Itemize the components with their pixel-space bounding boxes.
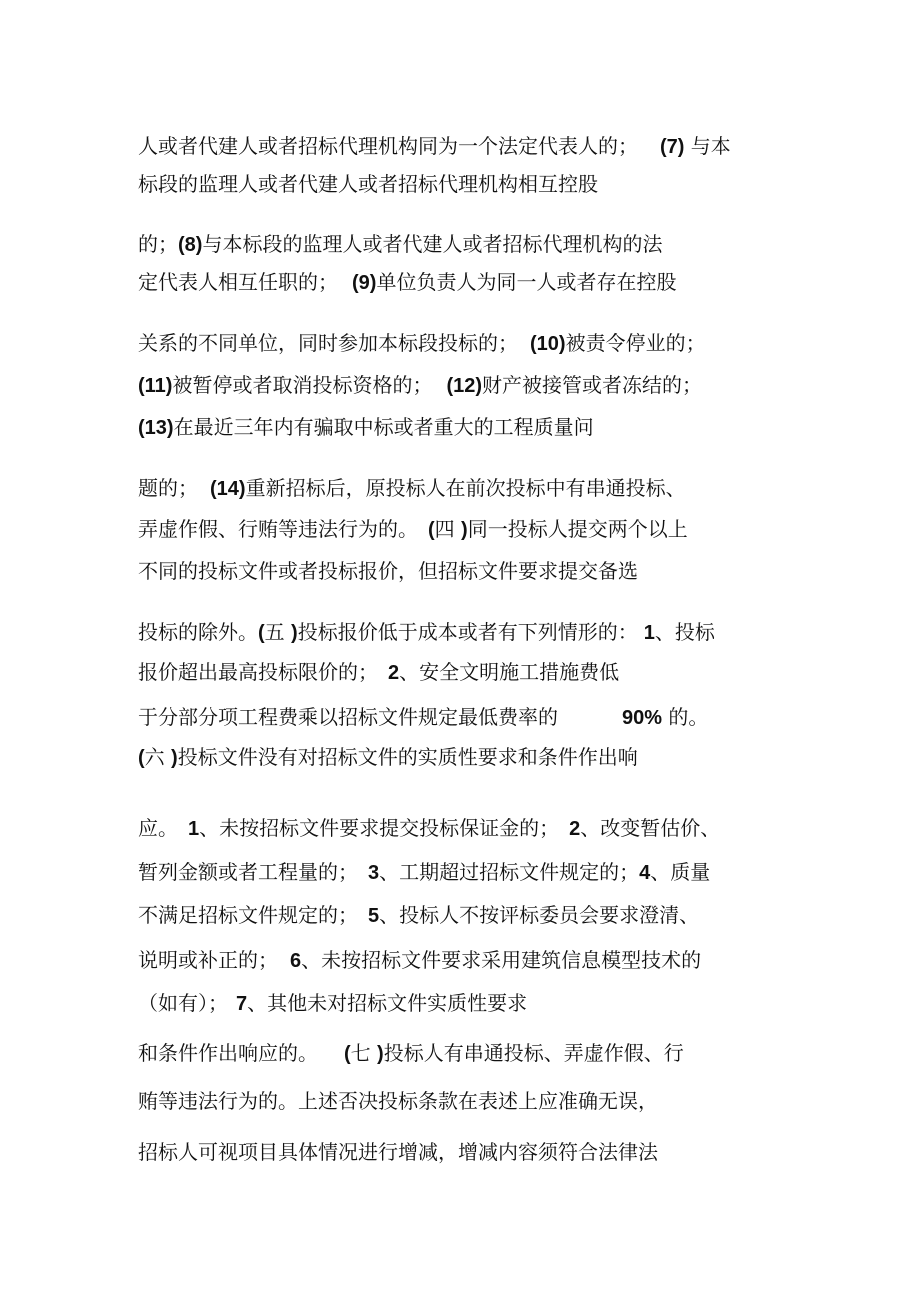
item-number: 6 [290,950,302,972]
text-run: 、未按招标文件要求提交投标保证金的； [199,816,560,840]
text-run: 、安全文明施工措施费低 [399,660,620,684]
text-run: 投标报价低于成本或者有下列情形的： [297,620,638,644]
text-run: 定代表人相互任职的； [138,270,338,294]
item-number: 2 [569,818,581,840]
item-number: 7 [236,993,248,1015]
text-run: 、工期超过招标文件规定的； [379,860,640,884]
paren-close: ) [171,747,178,769]
text-run: （如有）； [138,991,228,1015]
text-line [138,232,662,257]
text-run: 在最近三年内有骗取中标或者重大的工程质量问 [173,415,594,439]
text-run: 、投标 [654,620,715,644]
text-line [138,415,594,440]
text-run: 同一投标人提交两个以上 [467,517,688,541]
item-number: 1 [188,818,200,840]
text-line [138,991,527,1016]
text-run: 题的； [138,476,198,500]
text-run: 、投标人不按评标委员会要求澄清、 [379,903,700,927]
text-line [138,517,688,542]
clause-number: (10) [530,333,566,355]
text-run: 的。 [662,705,709,729]
text-run: 和条件作出响应的。 [138,1041,318,1065]
text-run: 、改变暂估价、 [580,816,721,840]
text-run: 投标的除外。 [138,620,258,644]
text-line [138,705,708,730]
paren-close: ) [291,622,298,644]
text-line [138,860,710,885]
text-line [138,134,731,159]
text-line [138,1041,684,1066]
clause-number: (9) [352,272,377,294]
item-number: 5 [368,905,380,927]
text-line [138,559,638,583]
text-run: 暂列金额或者工程量的； [138,860,358,884]
text-line [138,620,715,645]
text-run: 不满足招标文件规定的； [138,903,358,927]
text-run: 投标文件没有对招标文件的实质性要求和条件作出响 [177,745,638,769]
text-run: 、未按招标文件要求采用建筑信息模型技术的 [301,948,702,972]
clause-number: (14) [210,478,246,500]
paren-open: ( [428,519,435,541]
clause-number: (12) [446,375,483,397]
clause-number: (8) [178,234,203,256]
text-line [138,270,676,295]
text-run: 弄虚作假、行贿等违法行为的。 [138,517,418,541]
text-run: 于分部分项工程费乘以招标文件规定最低费率的 [138,705,558,729]
text-line [138,1089,658,1113]
text-line [138,948,701,973]
text-run: 投标人有串通投标、弄虚作假、行 [383,1041,684,1065]
text-line [138,903,699,928]
text-line [138,745,638,770]
text-run: 被暂停或者取消投标资格的； [172,373,433,397]
paren-open: ( [344,1043,351,1065]
text-line [138,1140,658,1164]
paren-close: ) [377,1043,384,1065]
paren-open: ( [138,747,145,769]
text-run: 、质量 [650,860,711,884]
text-line [138,660,619,685]
text-run: 关系的不同单位，同时参加本标段投标的； [138,331,518,355]
clause-number: (11) [138,375,173,397]
text-run: 标段的监理人或者代建人或者招标代理机构相互控股 [138,172,598,196]
item-number: 1 [643,622,655,644]
text-run: 的； [138,232,178,256]
item-number: 2 [388,662,400,684]
text-run: 七 [350,1041,378,1065]
text-run: 与本标段的监理人或者代建人或者招标代理机构的法 [202,232,663,256]
text-line [138,476,686,501]
text-line [138,373,702,398]
item-number: 4 [639,862,651,884]
text-run: 应。 [138,816,178,840]
text-run: 报价超出最高投标限价的； [138,660,378,684]
paren-close: ) [461,519,468,541]
text-run: 说明或补正的； [138,948,278,972]
text-line [138,331,706,356]
text-run: 财产被接管或者冻结的； [482,373,703,397]
text-run: 被责令停业的； [565,331,706,355]
text-run: 贿等违法行为的。上述否决投标条款在表述上应准确无误， [138,1089,658,1113]
text-line [138,172,598,196]
text-run: 与本 [684,134,731,158]
clause-number: (13) [138,417,174,439]
text-run: 、其他未对招标文件实质性要求 [247,991,528,1015]
text-run: 五 [264,620,292,644]
text-run: 六 [144,745,172,769]
text-run: 单位负责人为同一人或者存在控股 [376,270,677,294]
clause-number: (7) [660,136,685,158]
text-run: 人或者代建人或者招标代理机构同为一个法定代表人的； [138,134,638,158]
item-number: 3 [368,862,380,884]
text-run: 四 [434,517,462,541]
percentage: 90% [622,707,663,729]
paren-open: ( [258,622,265,644]
text-line [138,816,720,841]
text-run: 招标人可视项目具体情况进行增减，增减内容须符合法律法 [138,1140,658,1164]
text-run: 不同的投标文件或者投标报价，但招标文件要求提交备选 [138,559,638,583]
text-run: 重新招标后，原投标人在前次投标中有串通投标、 [245,476,686,500]
